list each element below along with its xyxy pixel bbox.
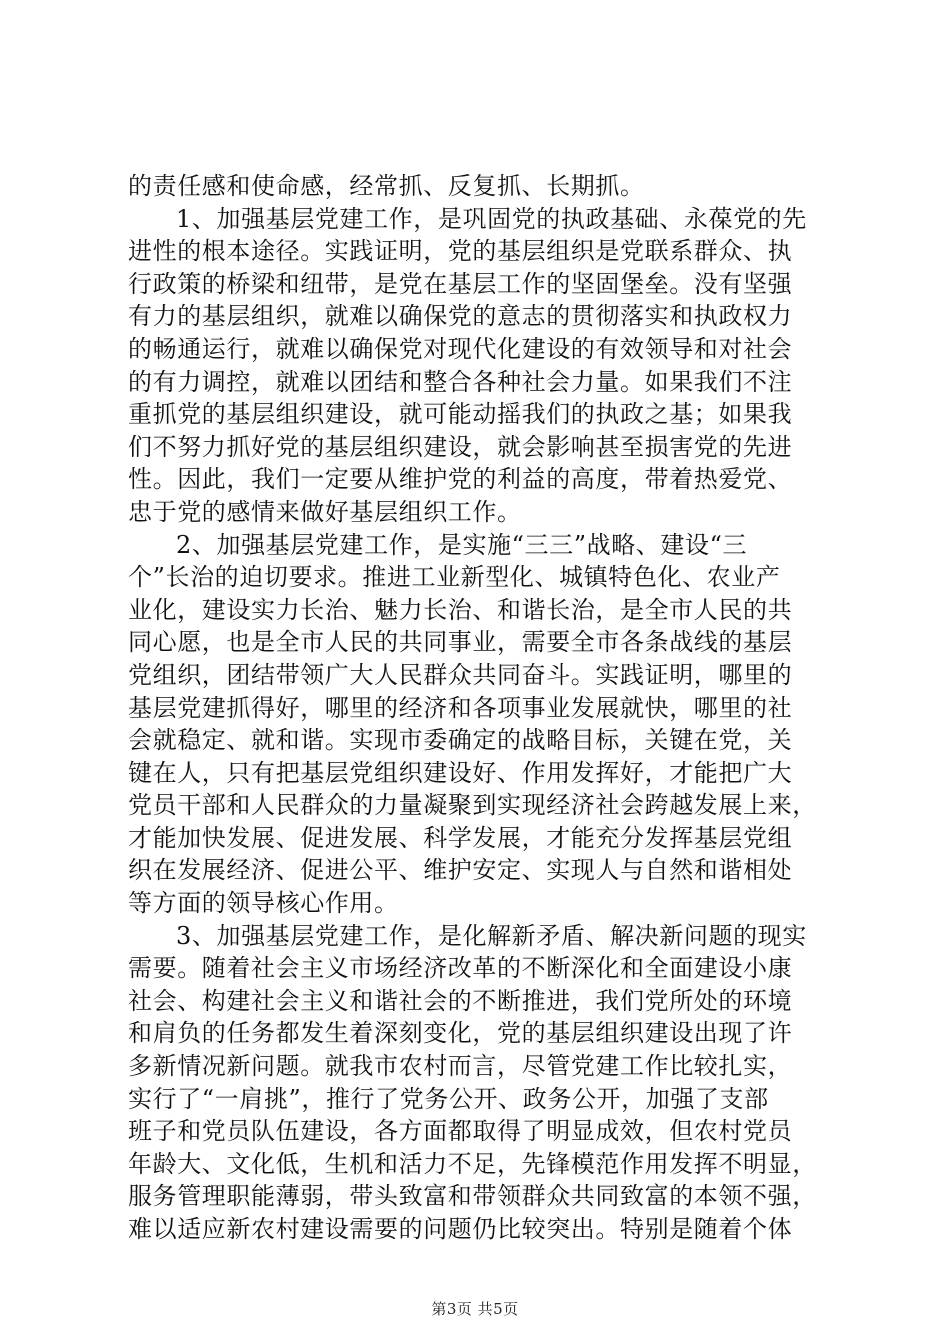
text-line: 的畅通运行，就难以确保党对现代化建设的有效领导和对社会 (128, 334, 793, 363)
text-line: 2、加强基层党建工作，是实施“三三”战略、建设“三 (176, 530, 748, 559)
text-line: 班子和党员队伍建设，各方面都取得了明显成效，但农村党员 (128, 1117, 793, 1146)
text-line: 难以适应新农村建设需要的问题仍比较突出。特别是随着个体 (128, 1215, 793, 1243)
text-line: 1、加强基层党建工作，是巩固党的执政基础、永葆党的先 (176, 204, 807, 233)
text-line: 年龄大、文化低，生机和活力不足，先锋模范作用发挥不明显， (128, 1149, 817, 1178)
text-line: 党组织，团结带领广大人民群众共同奋斗。实践证明，哪里的 (128, 660, 793, 689)
text-line: 会就稳定、就和谐。实现市委确定的战略目标，关键在党，关 (128, 726, 793, 755)
text-line: 们不努力抓好党的基层组织建设，就会影响甚至损害党的先进 (128, 432, 793, 461)
text-line: 基层党建抓得好，哪里的经济和各项事业发展就快，哪里的社 (128, 693, 793, 722)
text-line: 多新情况新问题。就我市农村而言，尽管党建工作比较扎实， (128, 1052, 793, 1081)
text-line: 业化，建设实力长治、魅力长治、和谐长治，是全市人民的共 (128, 595, 793, 624)
text-line: 才能加快发展、促进发展、科学发展，才能充分发挥基层党组 (128, 823, 793, 852)
page-number-footer: 第3页 共5页 (431, 1300, 519, 1318)
text-line: 实行了“一肩挑”，推行了党务公开、政务公开，加强了支部 (128, 1084, 769, 1113)
text-line: 服务管理职能薄弱，带头致富和带领群众共同致富的本领不强， (128, 1182, 817, 1211)
text-line: 3、加强基层党建工作，是化解新矛盾、解决新问题的现实 (176, 921, 807, 950)
text-line: 的责任感和使命感，经常抓、反复抓、长期抓。 (128, 172, 645, 200)
text-line: 和肩负的任务都发生着深刻变化，党的基层组织建设出现了许 (128, 1019, 793, 1048)
text-line: 进性的根本途径。实践证明，党的基层组织是党联系群众、执 (128, 237, 793, 266)
text-line: 等方面的领导核心作用。 (128, 889, 399, 918)
text-line: 重抓党的基层组织建设，就可能动摇我们的执政之基；如果我 (128, 400, 793, 429)
text-line: 党员干部和人民群众的力量凝聚到实现经济社会跨越发展上来， (128, 791, 817, 820)
document-body (128, 170, 828, 1246)
text-line: 织在发展经济、促进公平、维护安定、实现人与自然和谐相处 (128, 856, 793, 885)
text-line: 同心愿，也是全市人民的共同事业，需要全市各条战线的基层 (128, 628, 793, 657)
text-line: 社会、构建社会主义和谐社会的不断推进，我们党所处的环境 (128, 986, 793, 1015)
text-line: 有力的基层组织，就难以确保党的意志的贯彻落实和执政权力 (128, 302, 793, 331)
text-line: 的有力调控，就难以团结和整合各种社会力量。如果我们不注 (128, 367, 793, 396)
text-line: 行政策的桥梁和纽带，是党在基层工作的坚固堡垒。没有坚强 (128, 269, 793, 298)
text-line: 键在人，只有把基层党组织建设好、作用发挥好，才能把广大 (128, 758, 793, 787)
text-line: 忠于党的感情来做好基层组织工作。 (128, 497, 522, 526)
text-line: 需要。随着社会主义市场经济改革的不断深化和全面建设小康 (128, 954, 793, 983)
text-line: 性。因此，我们一定要从维护党的利益的高度，带着热爱党、 (128, 465, 793, 494)
text-line: 个”长治的迫切要求。推进工业新型化、城镇特色化、农业产 (128, 563, 781, 592)
